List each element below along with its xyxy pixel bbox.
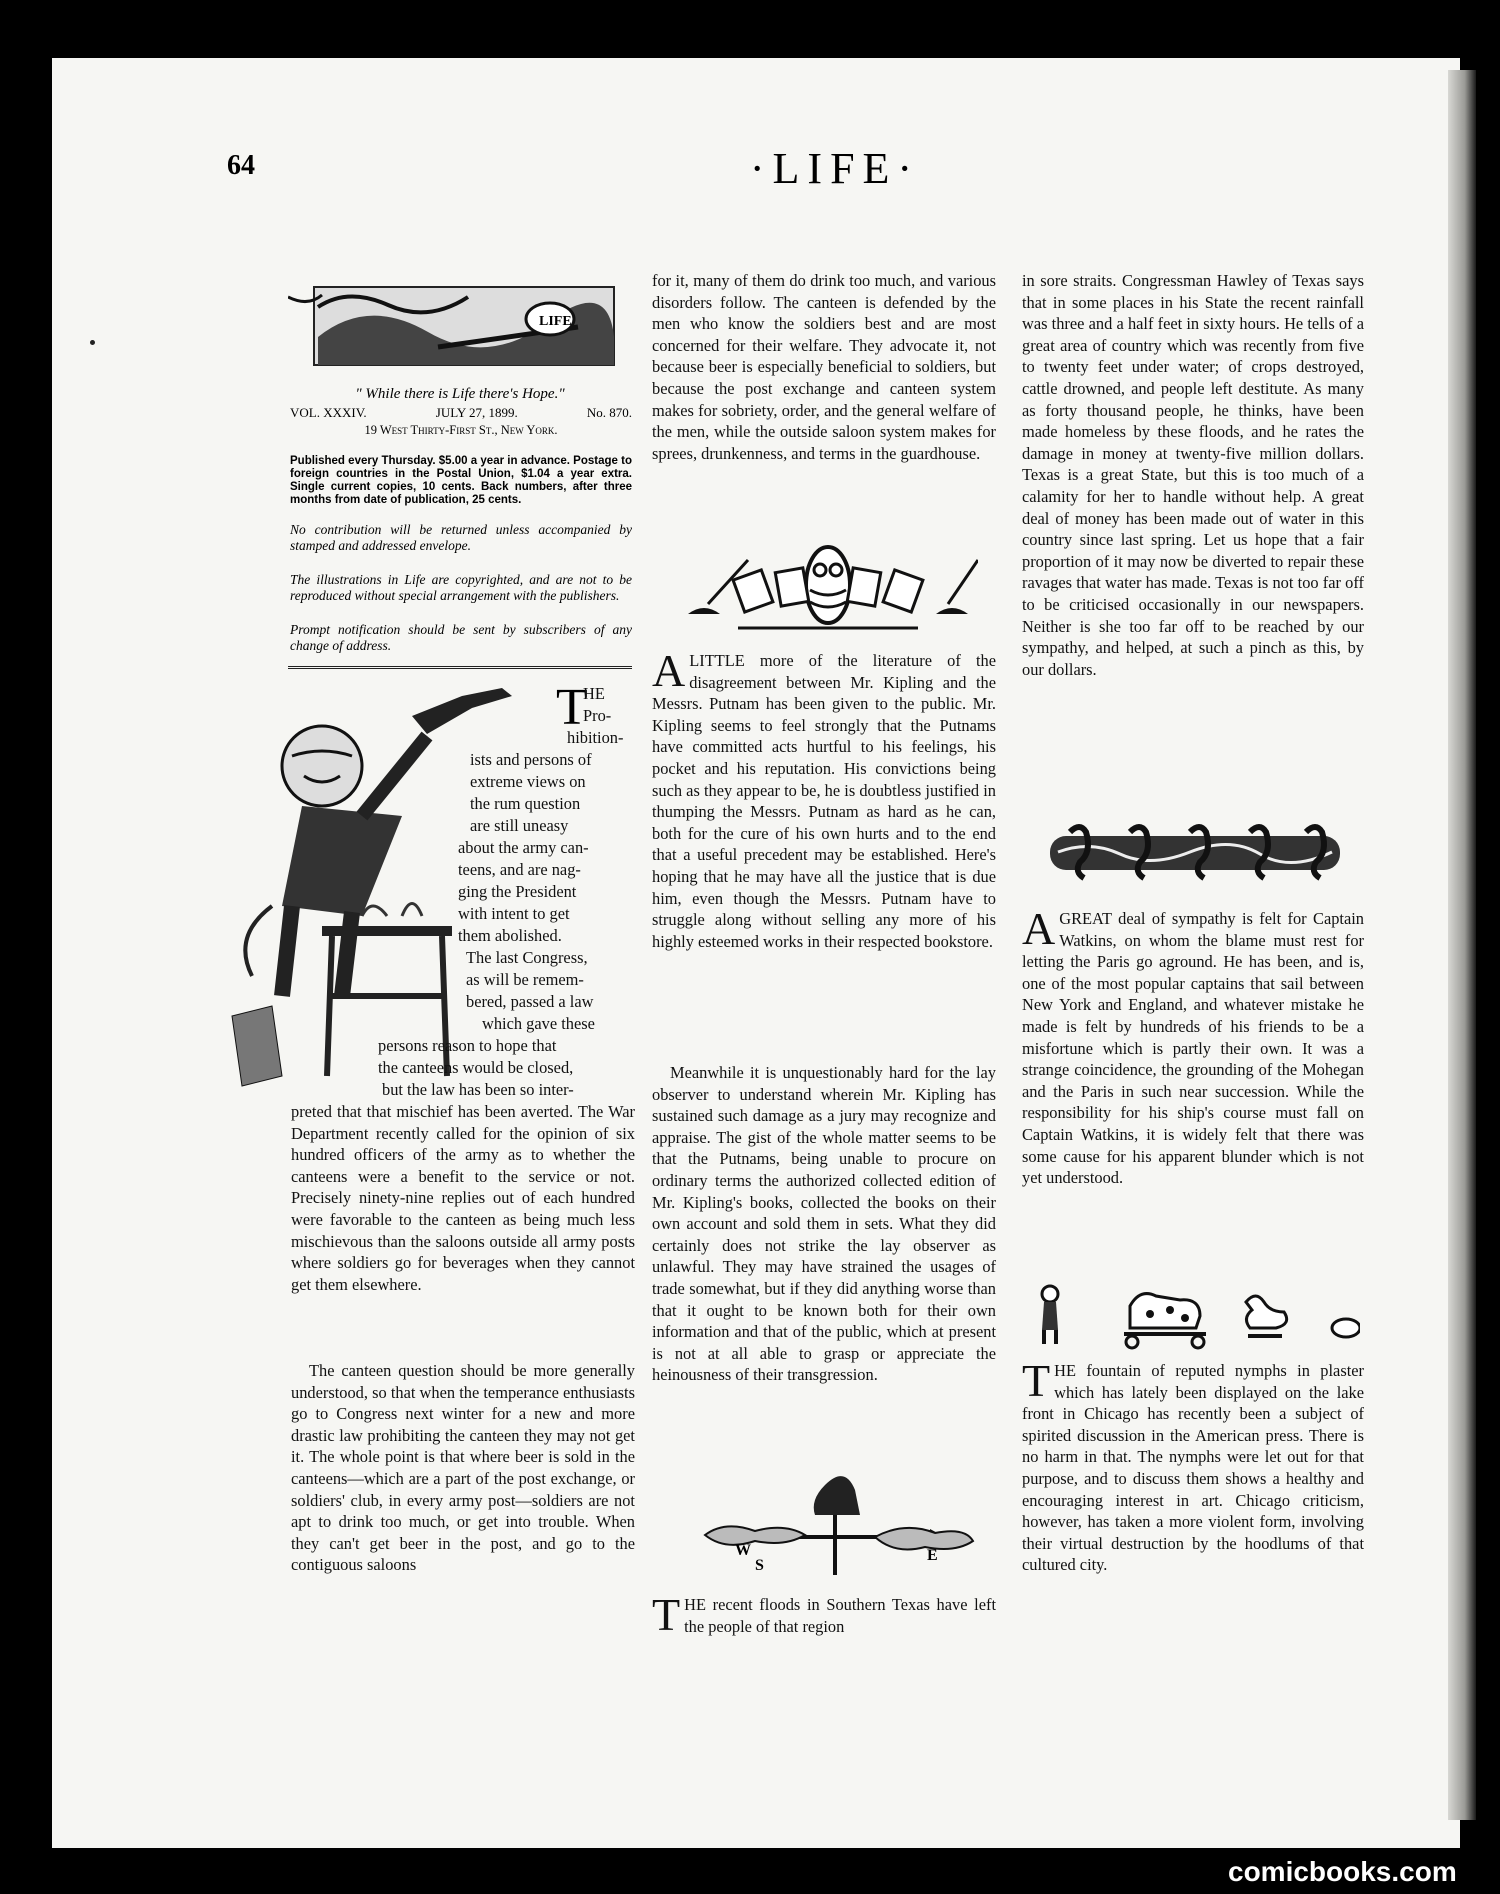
- watkins-article: [1022, 903, 1364, 1189]
- art1-line-15: which gave these: [482, 1014, 595, 1033]
- kipling-paragraph-2: Meanwhile it is unquestionably hard for the lay observer to understand wherein Mr. Kipling has sustained such damage as a jury may recognize and appraise. The gist of the whole matter seems to be that the Putnams, being unable to procure on ordinary terms the authorized collected edition of Mr. Kipling's books, collected the books on their own account and sold them in sets. What they did certainly does not strike the lay observer as unlawful. They may have strained the usages of trade somewhat, but if they did anything worse than that it ought to be known both for their own information and that of the public, which at present is not at all able to grasp or appreciate the heinousness of their transgression.: [652, 1063, 996, 1385]
- art1-line-7: about the army can-: [458, 838, 589, 857]
- weathervane-s: S: [755, 1557, 764, 1574]
- art1-line-11: them abolished.: [458, 926, 562, 945]
- publication-info: Published every Thursday. $5.00 a year in advance. Postage to foreign countries in the Postal Union, $1.04 a year extra. Single current copies, 10 cents. Back numbers, after three months from date of publication, 25 cents.: [290, 455, 632, 506]
- issue-number: No. 870.: [586, 405, 632, 420]
- watkins-text: GREAT deal of sympathy is felt for Captain Watkins, on whom the blame must rest for letting the Paris go aground. He has been, and is, one of the most popular captains that sail between New York and England, and whatever mistake he made is felt by hundreds of his friends to be a misfortune which is partly their own. It was a strange coincidence, the grounding of the Mohegan and the Paris in such near succession. While the responsibility for his ship's course must fall on Captain Watkins, it is widely felt that there was some cause for his apparent blunder which is not yet understood.: [1022, 909, 1364, 1188]
- seahorse-frieze-ornament: [1050, 822, 1340, 882]
- art1-line-2: hibition-: [567, 728, 624, 747]
- art1-line-13: as will be remem-: [466, 970, 584, 989]
- art1-line-17: the canteens would be closed,: [378, 1058, 574, 1077]
- address-note: Prompt notification should be sent by subscribers of any change of address.: [290, 622, 632, 653]
- kipling-text: LITTLE more of the literature of the disagreement between Mr. Kipling and the Messrs. Putnam has been given to the public. Mr. Kipling seems to feel strongly that the Putnams have committed acts hurtful to his feelings, his pocket and his reputation. His convictions being such as they appear to be, he is doubtless justified in thumping the Messrs. Putnam as hard as he can, both for the cure of his own hurts and to the end that a useful precedent may be established. Here's hoping that he may have all the justice that is due him, even though the Messrs. Putnam have to struggle along without selling any more of his highly esteemed works in their respected bookstore.: [652, 651, 996, 951]
- issue-date: JULY 27, 1899.: [435, 405, 518, 420]
- art1-continuation: for it, many of them do drink too much, and various disorders follow. The canteen is defended by the men who know the soldiers best and are most concerned for their welfare. They advocate it, not because beer is especially beneficial to soldiers, but because the post exchange and canteen system makes for sobriety, order, and the general welfare of the men, while the outside saloon system makes for sprees, drunkenness, and terms in the guardhouse.: [652, 271, 996, 463]
- motto: " While there is Life there's Hope.": [355, 386, 565, 402]
- contribution-note: No contribution will be returned unless accompanied by stamped and addressed envelope.: [290, 522, 632, 553]
- page-number: 64: [227, 150, 255, 181]
- art1-line-10: with intent to get: [458, 904, 570, 923]
- art1-line-5: the rum question: [470, 794, 581, 813]
- art1-line-14: bered, passed a law: [466, 992, 594, 1011]
- dropcap-A: A: [652, 645, 686, 696]
- svg-text:LIFE: LIFE: [539, 314, 572, 329]
- dropcap-A-watkins: A: [1022, 903, 1056, 954]
- floods-text: HE recent floods in Southern Texas have left the people of that region: [684, 1595, 996, 1636]
- art1-line-16: persons reason to hope that: [378, 1036, 557, 1055]
- masthead-title: ·LIFE·: [749, 144, 921, 193]
- nymphs-text: HE fountain of reputed nymphs in plaster which has lately been displayed on the lake front in Chicago has recently been a subject of spirited discussion in the American press. There is no harm in that. The nymphs were let out for that purpose, and to discuss them shows a healthy and encouraging interest in art. Chicago criticism, however, has taken a more violent form, involving their virtual destruction by the hoodlums of that cultured city.: [1022, 1361, 1364, 1575]
- watermark: comicbooks.com: [1228, 1856, 1457, 1887]
- weathervane-ornament: [695, 1465, 975, 1580]
- toys-ornament: [1020, 1282, 1360, 1352]
- copyright-note: The illustrations in Life are copyrighted, and are not to be reproduced without special arrangement with the publishers.: [290, 572, 632, 603]
- volume: VOL. XXXIV.: [290, 405, 367, 420]
- floods-continuation: in sore straits. Congressman Hawley of Texas says that in some places in his State the recent rainfall was three and a half feet in sixty hours. He tells of a great area of country which was recently from five to twenty feet under water; of crops destroyed, cattle drowned, and people left destitute. As many as forty thousand people, he thinks, have been made homeless by these floods, and he rates the damage in money at twenty-five million dollars. Texas is a great State, but this is too much of a calamity for her to handle without help. A great deal of money has been made out of water in this country since last spring. Let us hope that a fair proportion of it may now be diverted to repair these ravages that water has made. Texas is not too far off to be criticised occasionally in our newspapers. Neither is she too far off to be reached by our sympathy, and helped, at such a pinch as this, by our dollars.: [1022, 271, 1364, 679]
- art1-line-3: ists and persons of: [470, 750, 592, 769]
- art1-line-4: extreme views on: [470, 772, 586, 791]
- gutter-shadow: [1448, 70, 1476, 1820]
- weathervane-w: W: [735, 1542, 751, 1559]
- dropcap-T-floods: T: [652, 1589, 681, 1640]
- nymphs-article: [1022, 1355, 1364, 1576]
- art1-line-18: but the law has been so inter-: [382, 1080, 574, 1099]
- art1-paragraph-2: The canteen question should be more generally understood, so that when the temperance enthusiasts go to Congress next winter for a new and more drastic law prohibiting the canteen they may not get it. The whole point is that where beer is sold in the canteens—which are a part of the post exchange, or soldiers' club, in every army post—soldiers are not apt to drink too much, or get into trouble. When they can't get beer in the post, and go to the contiguous saloons: [291, 1361, 635, 1575]
- floods-article: [652, 1589, 996, 1640]
- owl-books-ornament: [678, 540, 978, 644]
- divider-rule: [288, 666, 632, 671]
- art1-line-6: are still uneasy: [470, 816, 569, 835]
- art1-line-8: teens, and are nag-: [458, 860, 581, 879]
- dropcap-T-nymphs: T: [1022, 1355, 1051, 1406]
- dropcap-T: T: [556, 679, 588, 736]
- kipling-article: [652, 645, 996, 952]
- weathervane-e: E: [927, 1547, 938, 1564]
- art1-body: preted that that mischief has been averted. The War Department recently called for the opinion of six hundred officers of the army as to whether the canteens were a benefit to the service or not. Precisely ninety-nine replies out of each hundred were favorable to the canteen as being much less mischievous than the saloons outside all army posts where soldiers go for beverages when they cannot get them elsewhere.: [291, 1102, 635, 1294]
- scan-speck: [90, 340, 95, 345]
- address: 19 West Thirty-First St., New York.: [364, 423, 558, 437]
- art1-line-1: Pro-: [583, 706, 612, 725]
- volume-line: [290, 405, 632, 421]
- art1-line-12: The last Congress,: [466, 948, 588, 967]
- art1-line-9: ging the President: [458, 882, 577, 901]
- art1-line-0: HE: [583, 684, 605, 703]
- life-masthead-illustration: [288, 277, 624, 377]
